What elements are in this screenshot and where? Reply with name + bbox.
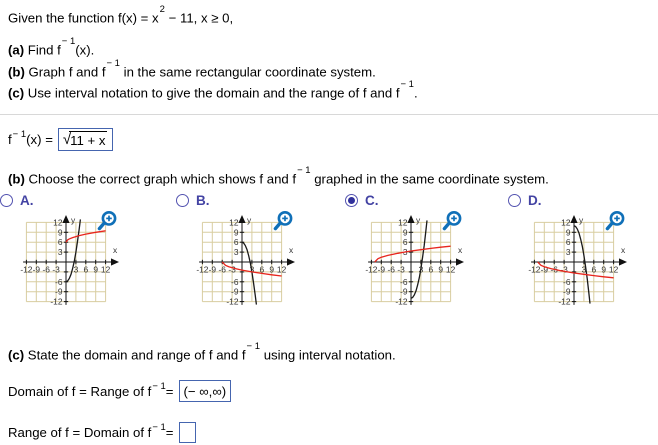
inverse-sup: − 1 [61, 36, 76, 48]
svg-text:9: 9 [565, 227, 571, 238]
part-a-line [8, 36, 658, 58]
answer-a-line [8, 127, 658, 153]
svg-text:-12: -12 [395, 296, 408, 307]
svg-text:6: 6 [591, 264, 597, 275]
svg-text:6: 6 [57, 237, 63, 248]
zoom-icon[interactable] [605, 210, 627, 232]
svg-text:3: 3 [581, 264, 587, 275]
part-b-label: (b) [8, 64, 25, 80]
svg-text:9: 9 [402, 227, 408, 238]
radio-icon[interactable] [345, 194, 358, 207]
zoom-icon[interactable] [273, 210, 295, 232]
svg-text:-9: -9 [208, 264, 217, 275]
svg-text:12: 12 [100, 264, 111, 275]
option-b-radio[interactable] [176, 194, 326, 208]
part-b-text-rest: in the same rectangular coordinate system. [119, 64, 376, 80]
svg-text:12: 12 [53, 217, 63, 228]
svg-text:12: 12 [561, 217, 571, 228]
part-c-text-rest: . [413, 85, 418, 101]
option-a-graph-area [0, 210, 150, 324]
svg-text:-3: -3 [228, 264, 236, 275]
question-b-text: Choose the correct graph which shows f and f [24, 170, 297, 186]
option-d-radio[interactable] [508, 194, 658, 208]
svg-text:-6: -6 [387, 264, 395, 275]
svg-text:-9: -9 [540, 264, 549, 275]
svg-text:-6: -6 [231, 276, 239, 287]
inverse-sup: − 1 [246, 340, 261, 352]
inverse-sup: − 1 [152, 380, 166, 392]
problem-statement [8, 0, 658, 25]
range-answer-input[interactable] [179, 422, 196, 443]
question-c-line [8, 340, 658, 363]
svg-text:9: 9 [93, 264, 99, 275]
inverse-sup: − 1 [297, 164, 311, 176]
question-b-text-rest: graphed in the same coordinate system. [310, 170, 549, 186]
zoom-icon[interactable] [97, 210, 119, 232]
svg-text:x: x [621, 244, 626, 255]
svg-text:12: 12 [398, 217, 408, 228]
svg-text:-12: -12 [196, 264, 209, 275]
inverse-sup: − 1 [152, 421, 166, 433]
answer-a-box[interactable] [58, 128, 114, 151]
svg-text:y: y [416, 214, 421, 225]
svg-text:-12: -12 [226, 296, 239, 307]
question-c-text: State the domain and range of f and f [24, 347, 246, 363]
svg-text:12: 12 [276, 264, 287, 275]
svg-text:y: y [579, 214, 584, 225]
question-c-text-rest: using interval notation. [260, 347, 396, 363]
option-a [0, 194, 150, 324]
svg-text:9: 9 [601, 264, 607, 275]
option-a-label: A. [20, 193, 34, 209]
equals-text: = [165, 383, 174, 399]
svg-text:-12: -12 [20, 264, 33, 275]
part-c-line [8, 79, 658, 101]
option-a-radio[interactable] [0, 194, 150, 208]
option-b [176, 194, 326, 324]
option-a-graph [4, 212, 144, 322]
option-c-graph [349, 212, 489, 322]
svg-text:12: 12 [445, 264, 456, 275]
option-d-graph-area [508, 210, 658, 324]
svg-text:-9: -9 [55, 286, 63, 297]
problem-text-rest: − 11, x ≥ 0, [164, 10, 234, 26]
svg-text:-9: -9 [231, 286, 239, 297]
svg-text:-12: -12 [528, 264, 541, 275]
option-d-graph [512, 212, 652, 322]
radio-icon[interactable] [508, 194, 521, 207]
part-b-line [8, 57, 658, 80]
svg-text:-9: -9 [377, 264, 386, 275]
svg-text:-6: -6 [563, 276, 571, 287]
svg-text:3: 3 [565, 247, 571, 258]
svg-text:x: x [113, 244, 118, 255]
radicand-text: 11 + x [70, 133, 106, 149]
inverse-sup: − 1 [12, 129, 27, 141]
part-a-text: Find f [24, 42, 61, 58]
svg-text:-9: -9 [400, 286, 408, 297]
range-text: Range of f = Domain of f [8, 424, 152, 440]
inverse-f: f [8, 132, 12, 148]
part-a-text-rest: (x). [75, 42, 95, 58]
exponent: 2 [159, 4, 165, 15]
svg-text:-9: -9 [32, 264, 41, 275]
svg-text:y: y [247, 214, 252, 225]
svg-text:-12: -12 [50, 296, 63, 307]
range-answer-line [8, 420, 658, 444]
radio-icon[interactable] [176, 194, 189, 207]
svg-text:x: x [289, 244, 294, 255]
part-b-text: Graph f and f [24, 64, 106, 80]
domain-answer-value: (− ∞,∞) [183, 383, 227, 399]
svg-text:-6: -6 [218, 264, 226, 275]
option-c-graph-area [345, 210, 495, 324]
part-c-text: Use interval notation to give the domain and the range of f and f [24, 85, 400, 101]
svg-text:-12: -12 [365, 264, 378, 275]
svg-text:9: 9 [57, 227, 63, 238]
section-divider [0, 114, 658, 115]
svg-text:x: x [458, 244, 463, 255]
option-b-graph-area [176, 210, 326, 324]
radical-sign: √ [62, 131, 72, 149]
part-a-label: (a) [8, 42, 25, 58]
part-c-label: (c) [8, 85, 25, 101]
zoom-icon[interactable] [442, 210, 464, 232]
svg-text:3: 3 [233, 247, 239, 258]
option-b-label: B. [196, 193, 210, 209]
svg-text:9: 9 [438, 264, 444, 275]
svg-text:9: 9 [233, 227, 239, 238]
svg-text:6: 6 [428, 264, 434, 275]
svg-text:-3: -3 [397, 264, 405, 275]
domain-answer-line [8, 379, 658, 403]
svg-text:6: 6 [233, 237, 239, 248]
equals-text: (x) = [26, 132, 53, 148]
svg-text:9: 9 [269, 264, 275, 275]
svg-text:3: 3 [73, 264, 79, 275]
option-c-label: C. [365, 193, 379, 209]
svg-text:-6: -6 [55, 276, 63, 287]
svg-text:-6: -6 [400, 276, 408, 287]
option-c [345, 194, 495, 324]
svg-text:3: 3 [402, 247, 408, 258]
option-d [508, 194, 658, 324]
svg-text:y: y [71, 214, 76, 225]
svg-text:6: 6 [259, 264, 265, 275]
option-d-label: D. [528, 193, 542, 209]
svg-text:6: 6 [402, 237, 408, 248]
svg-text:3: 3 [418, 264, 424, 275]
graph-options-group [0, 194, 658, 330]
svg-text:-6: -6 [550, 264, 558, 275]
svg-text:-3: -3 [52, 264, 60, 275]
equals-text: = [165, 424, 174, 440]
svg-text:6: 6 [83, 264, 89, 275]
inverse-sup: − 1 [400, 79, 414, 91]
option-b-graph [180, 212, 320, 322]
domain-answer-box[interactable] [179, 380, 232, 402]
svg-text:-12: -12 [558, 296, 571, 307]
svg-text:3: 3 [249, 264, 255, 275]
svg-text:-6: -6 [42, 264, 50, 275]
problem-text: Given the function f(x) = x [8, 10, 159, 26]
question-c-label: (c) [8, 347, 25, 363]
domain-text: Domain of f = Range of f [8, 383, 152, 399]
svg-text:6: 6 [565, 237, 571, 248]
inverse-sup: − 1 [106, 57, 120, 69]
svg-text:-9: -9 [563, 286, 571, 297]
svg-text:12: 12 [229, 217, 239, 228]
question-b-line [8, 164, 658, 186]
radio-icon[interactable] [0, 194, 13, 207]
question-b-label: (b) [8, 170, 25, 186]
svg-text:3: 3 [57, 247, 63, 258]
svg-text:-3: -3 [560, 264, 568, 275]
svg-text:12: 12 [608, 264, 619, 275]
option-c-radio[interactable] [345, 194, 495, 208]
